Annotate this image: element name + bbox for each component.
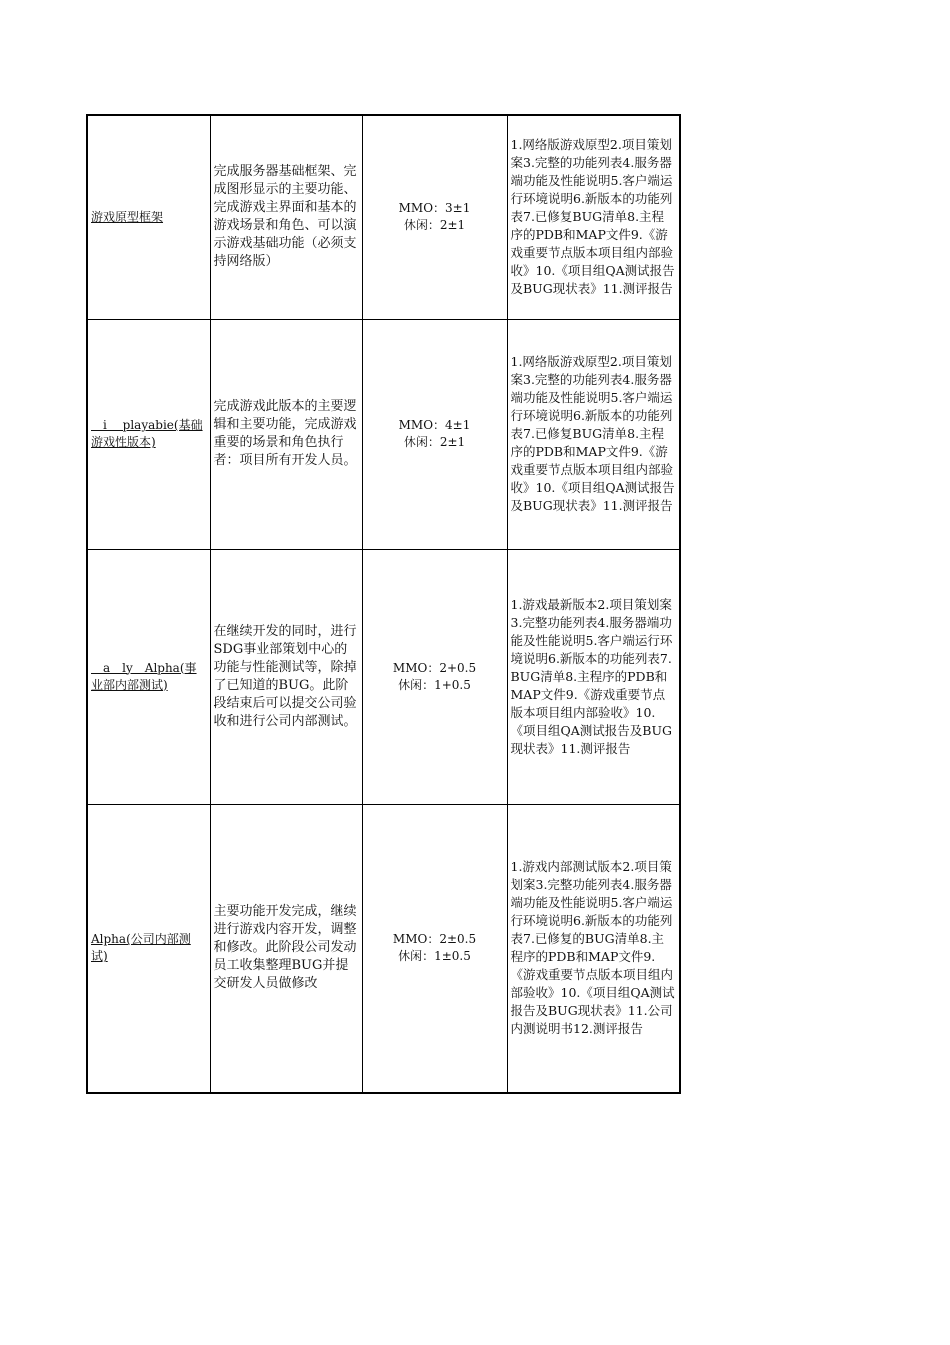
stage-name-cell[interactable]: a ly Alpha(事业部内部测试) (87, 549, 210, 804)
stage-name-cell[interactable]: 游戏原型框架 (87, 115, 210, 319)
stage-duration-cell[interactable] (362, 804, 507, 1093)
table-row (87, 319, 680, 549)
stage-description-cell[interactable]: 完成游戏此版本的主要逻辑和主要功能，完成游戏重要的场景和角色执行者：项目所有开发人员。 (210, 319, 362, 549)
stage-deliverables-cell[interactable]: 1.网络版游戏原型2.项目策划案3.完整的功能列表4.服务器端功能及性能说明5.客户端运行环境说明6.新版本的功能列表7.已修复BUG清单8.主程序的PDB和MAP文件9.《游戏重要节点版本项目组内部验收》10.《项目组QA测试报告及BUG现状表》11.测评报告 (507, 319, 680, 549)
stage-duration-cell[interactable] (362, 549, 507, 804)
table-row (87, 804, 680, 1093)
stage-deliverables-cell[interactable]: 1.游戏最新版本2.项目策划案3.完整功能列表4.服务器端功能及性能说明5.客户端运行环境说明6.新版本的功能列表7.BUG清单8.主程序的PDB和MAP文件9.《游戏重要节点版本项目组内部验收》10.《项目组QA测试报告及BUG现状表》11.测评报告 (507, 549, 680, 804)
duration-casual: 休闲：2±1 (403, 218, 466, 233)
duration-mmo: MMO：2±0.5 (392, 932, 477, 947)
table-row (87, 115, 680, 319)
stage-duration-cell[interactable] (362, 115, 507, 319)
stage-duration-cell[interactable] (362, 319, 507, 549)
duration-casual: 休闲：2±1 (403, 435, 466, 449)
stage-name-cell[interactable]: Alpha(公司内部测试) (87, 804, 210, 1093)
duration-mmo: MMO：3±1 (398, 201, 471, 216)
stage-description-cell[interactable]: 在继续开发的同时，进行SDG事业部策划中心的功能与性能测试等，除掉了已知道的BUG。此阶段结束后可以提交公司验收和进行公司内部测试。 (210, 549, 362, 804)
stage-description-cell[interactable]: 主要功能开发完成，继续进行游戏内容开发，调整和修改。此阶段公司发动员工收集整理BUG并提交研发人员做修改 (210, 804, 362, 1093)
duration-casual: 休闲：1±0.5 (398, 949, 471, 964)
duration-mmo: MMO：4±1 (398, 418, 471, 432)
duration-mmo: MMO：2+0.5 (392, 660, 477, 675)
stage-deliverables-cell[interactable]: 1.游戏内部测试版本2.项目策划案3.完整功能列表4.服务器端功能及性能说明5.客户端运行环境说明6.新版本的功能列表7.已修复的BUG清单8.主程序的PDB和MAP文件9.《游戏重要节点版本项目组内部验收》10.《项目组QA测试报告及BUG现状表》11.公司内测说明书12.测评报告 (507, 804, 680, 1093)
stage-table (86, 114, 681, 1094)
stage-name-cell[interactable]: i playabie(基础游戏性版本) (87, 319, 210, 549)
duration-casual: 休闲：1+0.5 (398, 677, 471, 692)
stage-deliverables-cell[interactable]: 1.网络版游戏原型2.项目策划案3.完整的功能列表4.服务器端功能及性能说明5.客户端运行环境说明6.新版本的功能列表7.已修复BUG清单8.主程序的PDB和MAP文件9.《游戏重要节点版本项目组内部验收》10.《项目组QA测试报告及BUG现状表》11.测评报告 (507, 115, 680, 319)
table-row (87, 549, 680, 804)
stage-description-cell[interactable]: 完成服务器基础框架、完成图形显示的主要功能、完成游戏主界面和基本的游戏场景和角色、可以演示游戏基础功能（必须支持网络版） (210, 115, 362, 319)
